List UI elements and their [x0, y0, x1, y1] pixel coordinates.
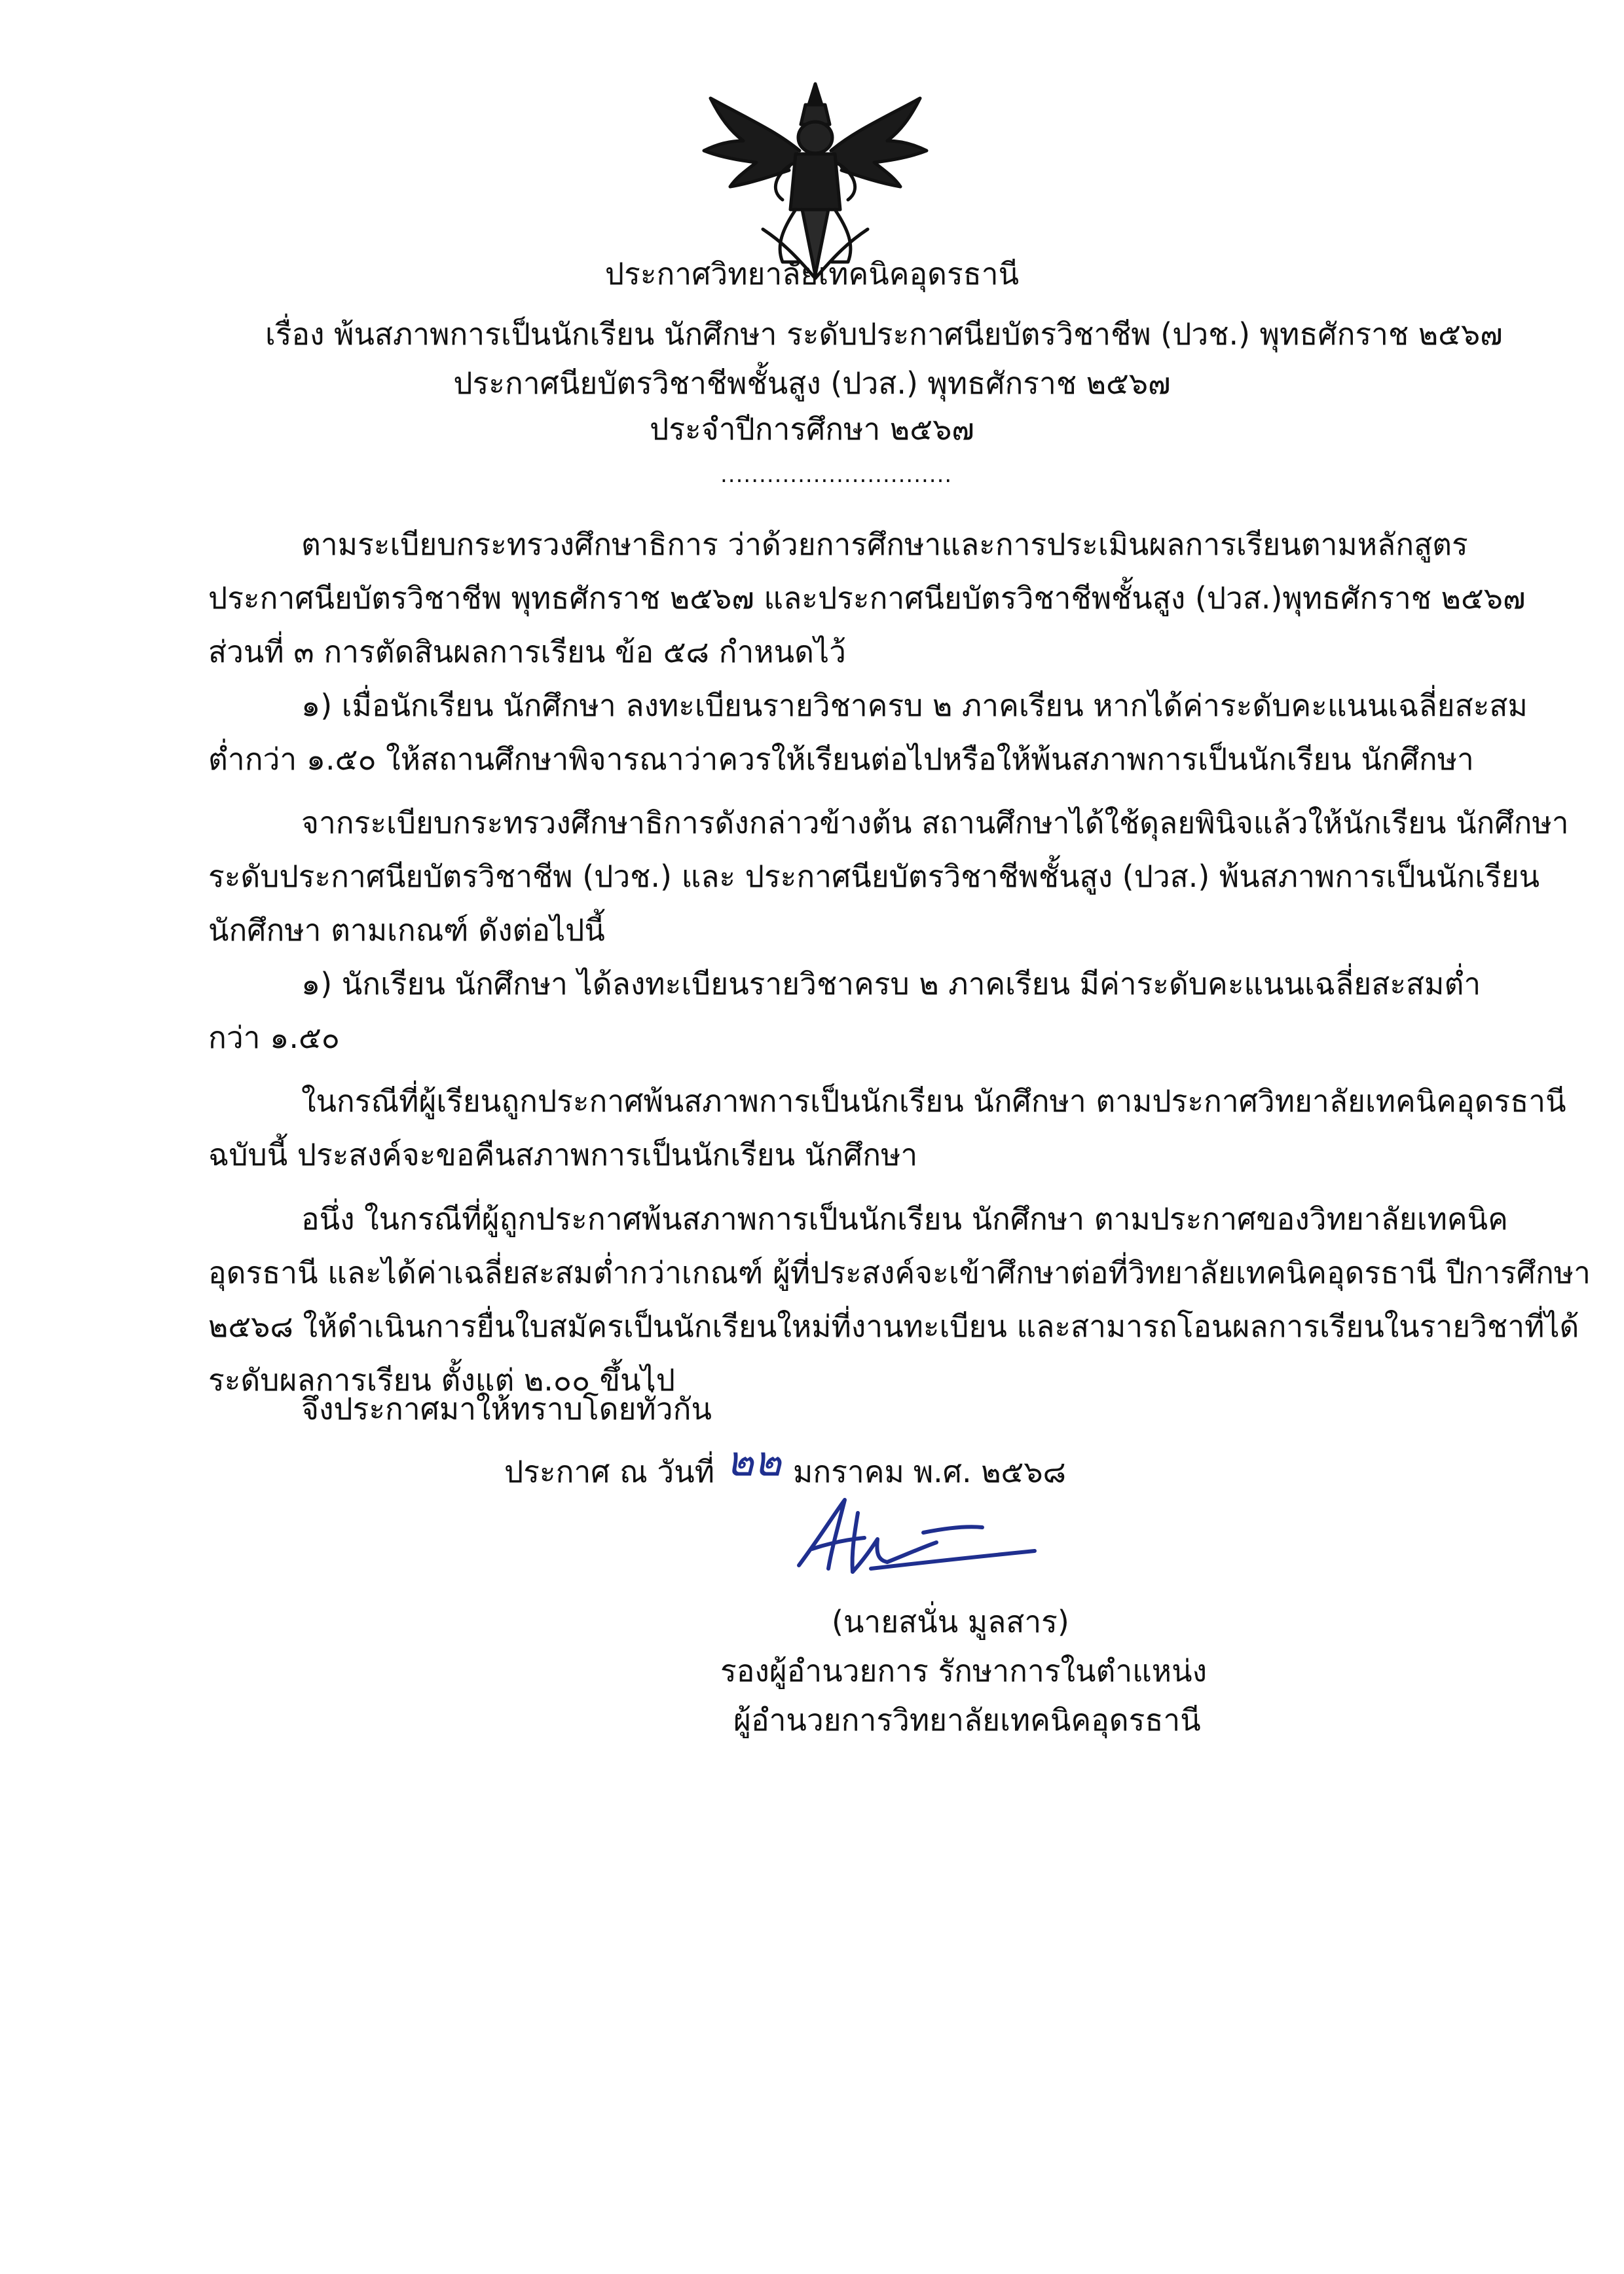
paragraph-3-line-2: ระดับประกาศนียบัตรวิชาชีพ (ปวช.) และ ประกาศนียบัตรวิชาชีพชั้นสูง (ปวส.) พ้นสภาพการเป็นนักเรียน [208, 859, 1540, 894]
paragraph-6-line-1: อนึ่ง ในกรณีที่ผู้ถูกประกาศพ้นสภาพการเป็นนักเรียน นักศึกษา ตามประกาศของวิทยาลัยเทคนิค [301, 1201, 1508, 1237]
header-separator: .............................. [720, 462, 953, 488]
paragraph-5-line-2: ฉบับนี้ ประสงค์จะขอคืนสภาพการเป็นนักเรียน นักศึกษา [208, 1137, 918, 1172]
paragraph-4-line-1: ๑) นักเรียน นักศึกษา ได้ลงทะเบียนรายวิชาครบ ๒ ภาคเรียน มีค่าระดับคะแนนเฉลี่ยสะสมต่ำ [301, 966, 1481, 1001]
date-year: พ.ศ. ๒๕๖๘ [913, 1454, 1067, 1489]
paragraph-6-line-2: อุดรธานี และได้ค่าเฉลี่ยสะสมต่ำกว่าเกณฑ์ ผู้ที่ประสงค์จะเข้าศึกษาต่อที่วิทยาลัยเทคนิคอุดรธานี ปีการศึกษา [208, 1255, 1591, 1290]
signer-position-2: ผู้อำนวยการวิทยาลัยเทคนิคอุดรธานี [733, 1702, 1201, 1738]
paragraph-5-line-1: ในกรณีที่ผู้เรียนถูกประกาศพ้นสภาพการเป็นนักเรียน นักศึกษา ตามประกาศวิทยาลัยเทคนิคอุดรธานี [301, 1083, 1566, 1119]
paragraph-4-line-2: กว่า ๑.๕๐ [208, 1020, 340, 1055]
paragraph-2-line-1: ๑) เมื่อนักเรียน นักศึกษา ลงทะเบียนรายวิชาครบ ๒ ภาคเรียน หากได้ค่าระดับคะแนนเฉลี่ยสะสม [301, 688, 1528, 723]
date-day-handwritten: ๒๒ [726, 1438, 782, 1486]
date-month: มกราคม [793, 1454, 904, 1489]
signer-position-1: รองผู้อำนวยการ รักษาการในตำแหน่ง [720, 1653, 1208, 1688]
signer-name: (นายสนั่น มูลสาร) [832, 1604, 1069, 1639]
garuda-emblem-icon [684, 79, 946, 282]
date-prefix: ประกาศ ณ วันที่ [504, 1454, 715, 1489]
subject-line-2: ประกาศนียบัตรวิชาชีพชั้นสูง (ปวส.) พุทธศักราช ๒๕๖๗ [453, 365, 1171, 401]
paragraph-3-line-1: จากระเบียบกระทรวงศึกษาธิการดังกล่าวข้างต้น สถานศึกษาได้ใช้ดุลยพินิจแล้วให้นักเรียน นักศึกษา [301, 805, 1569, 840]
subject-line-1: เรื่อง พ้นสภาพการเป็นนักเรียน นักศึกษา ระดับประกาศนียบัตรวิชาชีพ (ปวช.) พุทธศักราช ๒๕๖๗ [265, 316, 1503, 352]
subject-line-3: ประจำปีการศึกษา ๒๕๖๗ [650, 411, 974, 447]
paragraph-1-line-2: ประกาศนียบัตรวิชาชีพ พุทธศักราช ๒๕๖๗ และประกาศนียบัตรวิชาชีพชั้นสูง (ปวส.)พุทธศักราช ๒๕๖๗ [208, 580, 1526, 616]
paragraph-7-line-1: จึงประกาศมาให้ทราบโดยทั่วกัน [301, 1391, 712, 1426]
paragraph-3-line-3: นักศึกษา ตามเกณฑ์ ดังต่อไปนี้ [208, 912, 605, 948]
paragraph-6-line-3: ๒๕๖๘ ให้ดำเนินการยื่นใบสมัครเป็นนักเรียนใหม่ที่งานทะเบียน และสามารถโอนผลการเรียนในรายวิชาที่ได้ [208, 1309, 1579, 1344]
signature-icon [773, 1487, 1048, 1585]
paragraph-1-line-1: ตามระเบียบกระทรวงศึกษาธิการ ว่าด้วยการศึกษาและการประเมินผลการเรียนตามหลักสูตร [301, 527, 1468, 562]
paragraph-1-line-3: ส่วนที่ ๓ การตัดสินผลการเรียน ข้อ ๕๘ กำหนดไว้ [208, 634, 846, 669]
announcement-title: ประกาศวิทยาลัยเทคนิคอุดรธานี [604, 256, 1020, 291]
paragraph-6-line-4: ระดับผลการเรียน ตั้งแต่ ๒.๐๐ ขึ้นไป [208, 1362, 675, 1398]
paragraph-2-line-2: ต่ำกว่า ๑.๕๐ ให้สถานศึกษาพิจารณาว่าควรให้เรียนต่อไปหรือให้พ้นสภาพการเป็นนักเรียน นักศึกษา [208, 741, 1474, 777]
